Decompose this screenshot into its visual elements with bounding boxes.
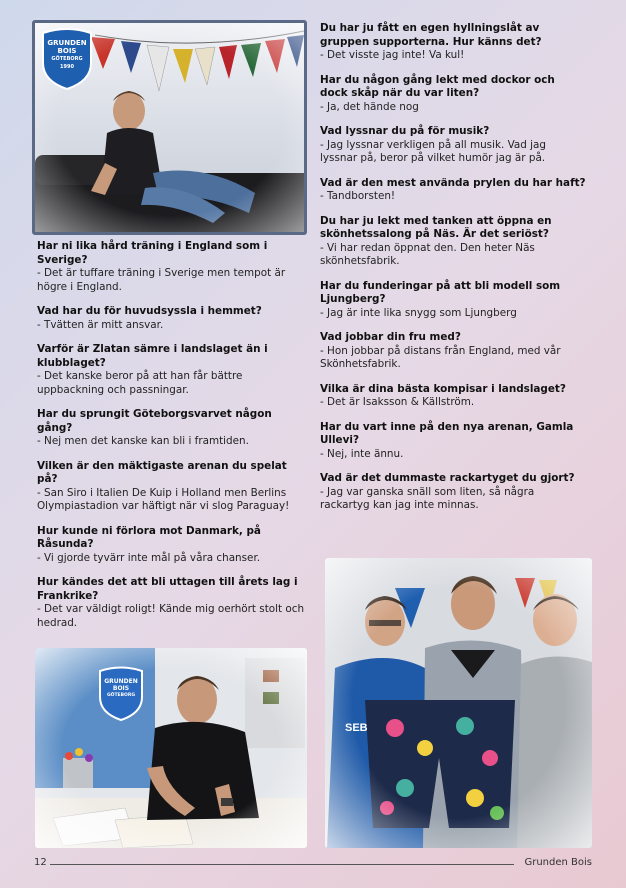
photo-signing-autographs — [35, 648, 307, 848]
grunden-bois-badge — [39, 27, 95, 91]
question: Du har ju fått en egen hyllningslåt av gruppen supporterna. Hur känns det? — [320, 22, 542, 48]
answer: - Ja, det hände nog — [320, 100, 419, 113]
answer: - Tvätten är mitt ansvar. — [37, 318, 164, 331]
qa-item — [320, 74, 586, 115]
answer: - Vi gjorde tyvärr inte mål på våra chanser. — [37, 551, 261, 564]
question: Har du sprungit Göteborgsvarvet någon gång? — [37, 408, 272, 434]
interview-column-right — [320, 22, 586, 524]
answer: - Jag lyssnar verkligen på all musik. Vad jag lyssnar på, beror på vilket humör jag är på. — [320, 138, 547, 164]
badge-line-1: GRUNDEN — [47, 39, 87, 47]
answer: - San Siro i Italien De Kuip i Holland men Berlins Olympiastadion var häftigt när vi slog Paraguay! — [37, 486, 290, 512]
answer: - Nej, inte ännu. — [320, 447, 404, 460]
answer: - Det är Isaksson & Källström. — [320, 396, 475, 408]
question: Har du någon gång lekt med dockor och dock skåp när du var liten? — [320, 73, 555, 99]
qa-item — [37, 305, 309, 332]
shirt-logo-text: SEB — [345, 722, 368, 734]
answer: - Tandborsten! — [320, 190, 396, 202]
qa-item — [37, 525, 309, 566]
qa-item — [37, 240, 309, 294]
badge-line-3: GÖTEBORG — [106, 693, 136, 698]
question: Vad är den mest använda prylen du har haft? — [320, 176, 586, 189]
answer: - Det var väldigt roligt! Kände mig oerhört stolt och hedrad. — [37, 603, 305, 629]
question: Har du vart inne på den nya arenan, Gamla Ullevi? — [320, 420, 574, 446]
qa-item — [320, 125, 586, 166]
qa-item — [320, 215, 586, 269]
question: Har du funderingar på att bli modell som Ljungberg? — [320, 279, 561, 305]
question: Hur kändes det att bli uttagen till årets lag i Frankrike? — [37, 576, 298, 602]
qa-item — [37, 576, 309, 630]
badge-line-3: GÖTEBORG — [51, 56, 83, 62]
footer-rule — [50, 864, 514, 865]
answer: - Jag var ganska snäll som liten, så några rackartyg kan jag inte minnas. — [320, 485, 535, 511]
qa-item — [320, 177, 586, 204]
question: Vad är det dummaste rackartyget du gjort? — [320, 472, 575, 484]
question: Vad jobbar din fru med? — [320, 331, 461, 343]
qa-item — [320, 421, 586, 462]
qa-item — [320, 331, 586, 372]
qa-item — [320, 472, 586, 513]
answer: - Det visste jag inte! Va kul! — [320, 49, 465, 61]
qa-item — [320, 383, 586, 410]
answer: - Vi har redan öppnat den. Den heter Näs skönhetsfabrik. — [320, 241, 535, 267]
answer: - Hon jobbar på distans från England, med vår Skönhetsfabrik. — [320, 344, 561, 370]
answer: - Det kanske beror på att han får bättre uppbackning och passningar. — [37, 370, 243, 396]
interview-column-left — [37, 240, 309, 641]
answer: - Nej men det kanske kan bli i framtiden. — [37, 435, 249, 447]
qa-item — [37, 408, 309, 449]
question: Vilken är den mäktigaste arenan du spelat på? — [37, 459, 287, 485]
question: Vad har du för huvudsyssla i hemmet? — [37, 305, 262, 317]
question: Vilka är dina bästa kompisar i landslaget? — [320, 382, 566, 395]
question: Varför är Zlatan sämre i landslaget än i klubblaget? — [37, 343, 268, 369]
answer: - Jag är inte lika snygg som Ljungberg — [320, 306, 517, 319]
badge-line-2: BOIS — [112, 685, 130, 692]
question: Har ni lika hård träning i England som i Sverige? — [37, 240, 268, 266]
photo-player-on-sofa — [32, 20, 307, 235]
badge-line-4: 1990 — [60, 64, 74, 70]
question: Hur kunde ni förlora mot Danmark, på Råsunda? — [37, 524, 261, 550]
photo-group-illustration — [325, 558, 592, 848]
qa-item — [320, 22, 586, 63]
qa-item — [37, 343, 309, 397]
badge-line-2: BOIS — [57, 47, 77, 55]
qa-item — [37, 460, 309, 514]
question: Vad lyssnar du på för musik? — [320, 125, 490, 137]
photo-three-men-with-shorts — [325, 558, 592, 848]
answer: - Det är tuffare träning i Sverige men tempot är högre i England. — [37, 267, 286, 293]
page-footer — [34, 857, 592, 871]
photo-signing-illustration — [35, 648, 307, 848]
footer-publication-title: Grunden Bois — [524, 857, 592, 868]
page-number: 12 — [34, 857, 47, 868]
question: Du har ju lekt med tanken att öppna en skönhetssalong på Näs. Är det seriöst? — [320, 214, 552, 240]
badge-line-1: GRUNDEN — [104, 678, 138, 685]
grunden-bois-badge — [97, 666, 145, 722]
qa-item — [320, 280, 586, 321]
